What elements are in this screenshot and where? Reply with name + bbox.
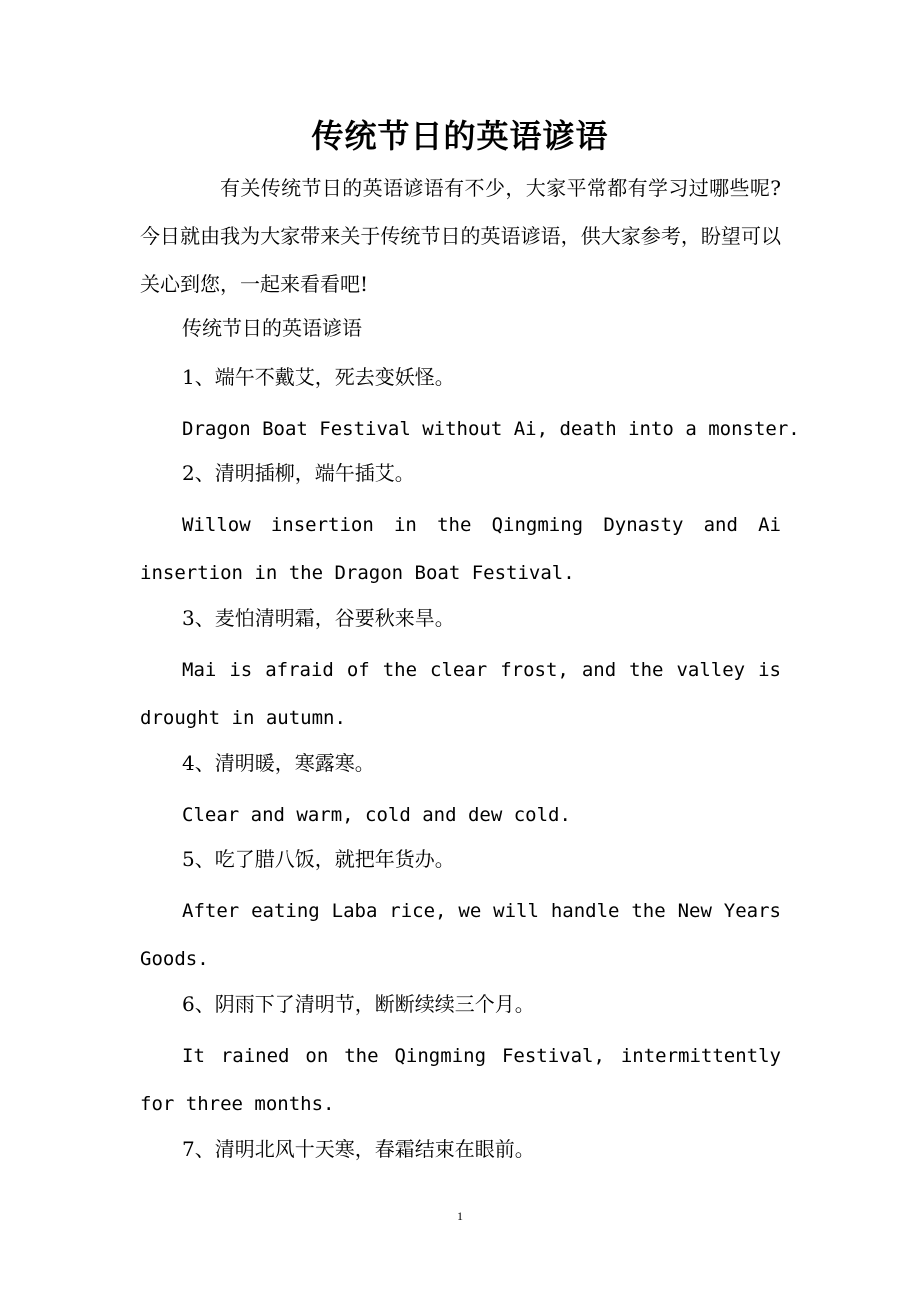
proverb-3-chinese: 3、麦怕清明霜，谷要秋来旱。 — [182, 606, 455, 630]
page-number: 1 — [457, 1209, 463, 1223]
proverb-4-english: Clear and warm, cold and dew cold. — [182, 804, 571, 826]
proverb-6-english: It rained on the Qingming Festival, intermittently for three months. — [140, 1045, 781, 1115]
proverb-4-chinese: 4、清明暖，寒露寒。 — [182, 751, 375, 775]
intro-paragraph: 有关传统节日的英语谚语有不少，大家平常都有学习过哪些呢?今日就由我为大家带来关于传统节日的英语谚语，供大家参考，盼望可以关心到您，一起来看看吧! — [140, 176, 781, 296]
section-heading: 传统节日的英语谚语 — [182, 316, 362, 340]
proverb-2-english: Willow insertion in the Qingming Dynasty and Ai insertion in the Dragon Boat Festival. — [140, 514, 781, 584]
proverb-1-english: Dragon Boat Festival without Ai, death into a monster. — [182, 418, 800, 440]
proverb-7-chinese: 7、清明北风十天寒，春霜结束在眼前。 — [182, 1137, 535, 1161]
proverb-5-english: After eating Laba rice, we will handle the New Years Goods. — [140, 900, 781, 970]
proverb-6-chinese: 6、阴雨下了清明节，断断续续三个月。 — [182, 992, 535, 1016]
proverb-1-chinese: 1、端午不戴艾，死去变妖怪。 — [182, 365, 455, 389]
document-title: 传统节日的英语谚语 — [311, 117, 609, 155]
proverb-5-chinese: 5、吃了腊八饭，就把年货办。 — [182, 847, 455, 871]
proverb-3-english: Mai is afraid of the clear frost, and the valley is drought in autumn. — [140, 659, 781, 729]
proverb-2-chinese: 2、清明插柳，端午插艾。 — [182, 461, 415, 485]
